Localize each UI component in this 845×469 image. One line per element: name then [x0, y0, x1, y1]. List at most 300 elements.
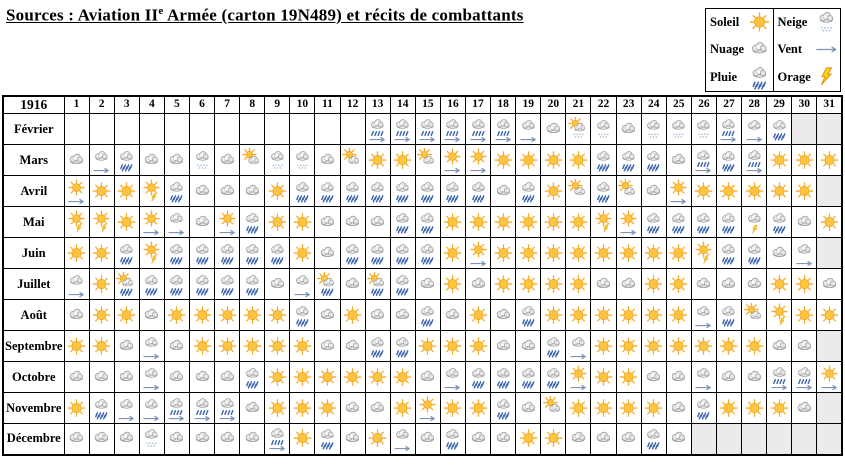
cloud-icon — [643, 365, 664, 390]
sun-icon — [593, 365, 614, 390]
weather-cell — [641, 424, 666, 455]
sun-icon — [91, 179, 112, 204]
sun-icon — [317, 396, 338, 421]
sun-icon — [668, 334, 689, 359]
sun-icon — [668, 241, 689, 266]
weather-cell — [164, 424, 189, 455]
weather-cell — [415, 331, 440, 362]
rain-icon — [217, 272, 238, 297]
weather-cell — [591, 393, 616, 424]
weather-cell — [666, 269, 691, 300]
sun-icon — [66, 396, 87, 421]
month-row — [3, 207, 842, 238]
weather-cell — [139, 424, 164, 455]
weather-cell — [691, 424, 716, 455]
weather-cell — [89, 424, 114, 455]
day-header: 22 — [591, 96, 616, 114]
cloud-wind-icon — [292, 272, 313, 297]
weather-cell — [139, 207, 164, 238]
weather-cell — [641, 362, 666, 393]
rain-icon — [166, 272, 187, 297]
sun-icon — [518, 210, 539, 235]
sun-icon — [116, 303, 137, 328]
day-header: 27 — [716, 96, 741, 114]
weather-cell — [265, 424, 290, 455]
weather-cell — [265, 238, 290, 269]
weather-cell — [189, 238, 214, 269]
cloud-icon — [493, 179, 514, 204]
cloud-icon — [417, 426, 438, 451]
cloud-icon — [242, 426, 263, 451]
rain-icon — [417, 241, 438, 266]
month-label: Août — [3, 300, 64, 331]
weather-cell — [415, 300, 440, 331]
weather-cell — [240, 362, 265, 393]
cloud-icon — [141, 148, 162, 173]
cloud-icon — [593, 272, 614, 297]
sun-cloud-icon — [618, 179, 639, 204]
weather-cell — [491, 145, 516, 176]
sun-icon — [593, 303, 614, 328]
sun-icon — [543, 210, 564, 235]
weather-cell — [591, 300, 616, 331]
rain-icon — [116, 241, 137, 266]
weather-cell — [541, 362, 566, 393]
cloud-icon — [693, 272, 714, 297]
legend-label: Nuage — [710, 42, 745, 57]
cloud-icon — [744, 272, 765, 297]
legend-label: Pluie — [710, 69, 738, 84]
weather-cell — [792, 393, 817, 424]
cloud-wind-icon — [392, 426, 413, 451]
cloud-wind-icon — [141, 334, 162, 359]
weather-cell — [89, 114, 114, 145]
weather-cell — [516, 176, 541, 207]
page-title — [6, 5, 524, 26]
rain-icon — [468, 179, 489, 204]
cloud-icon — [217, 365, 238, 390]
weather-cell — [616, 331, 641, 362]
weather-cell — [516, 114, 541, 145]
cloud-icon — [468, 272, 489, 297]
weather-cell — [491, 176, 516, 207]
weather-cell — [114, 424, 139, 455]
sun-icon — [543, 148, 564, 173]
weather-cell — [491, 331, 516, 362]
rain-icon — [718, 303, 739, 328]
weather-cell — [466, 269, 491, 300]
legend-label: Orage — [777, 69, 811, 84]
day-header: 11 — [315, 96, 340, 114]
cloud-storm-icon — [744, 210, 765, 235]
weather-cell — [440, 207, 465, 238]
weather-cell — [792, 114, 817, 145]
weather-cell — [466, 424, 491, 455]
cloud-icon — [217, 179, 238, 204]
sun-icon — [91, 303, 112, 328]
weather-cell — [466, 176, 491, 207]
sun-rain-icon — [317, 272, 338, 297]
rain-wind-icon — [718, 117, 739, 142]
sun-wind-icon — [141, 210, 162, 235]
sun-storm-icon — [593, 210, 614, 235]
rain-icon — [643, 210, 664, 235]
rain-icon — [643, 426, 664, 451]
weather-cell — [691, 207, 716, 238]
weather-cell — [114, 207, 139, 238]
sun-icon — [668, 303, 689, 328]
rain-wind-icon — [769, 365, 790, 390]
weather-cell — [189, 207, 214, 238]
cloud-icon — [242, 396, 263, 421]
weather-cell — [189, 176, 214, 207]
weather-cell — [691, 269, 716, 300]
rain-icon — [618, 148, 639, 173]
sun-icon — [618, 303, 639, 328]
sun-icon — [367, 148, 388, 173]
weather-cell — [64, 114, 89, 145]
weather-cell — [415, 362, 440, 393]
weather-cell — [64, 207, 89, 238]
legend — [705, 8, 841, 92]
weather-cell — [164, 114, 189, 145]
cloud-icon — [493, 334, 514, 359]
weather-cell — [767, 362, 792, 393]
sun-icon — [568, 396, 589, 421]
sun-icon — [668, 272, 689, 297]
weather-cell — [64, 362, 89, 393]
weather-cell — [566, 269, 591, 300]
rain-wind-icon — [693, 148, 714, 173]
weather-cell — [440, 145, 465, 176]
weather-cell — [290, 362, 315, 393]
rain-icon — [392, 179, 413, 204]
weather-cell — [240, 238, 265, 269]
sun-icon — [217, 334, 238, 359]
weather-cell — [340, 176, 365, 207]
month-label: Septembre — [3, 331, 64, 362]
cloud-wind-icon — [166, 210, 187, 235]
weather-cell — [265, 145, 290, 176]
snow-icon — [267, 148, 288, 173]
weather-cell — [516, 424, 541, 455]
weather-cell — [691, 331, 716, 362]
weather-cell — [265, 114, 290, 145]
day-header: 9 — [265, 96, 290, 114]
month-label: Juillet — [3, 269, 64, 300]
rain-icon — [417, 179, 438, 204]
weather-cell — [290, 145, 315, 176]
sun-icon — [618, 365, 639, 390]
cloud-icon — [668, 426, 689, 451]
cloud-icon — [166, 334, 187, 359]
weather-cell — [641, 331, 666, 362]
weather-cell — [215, 269, 240, 300]
weather-cell — [616, 393, 641, 424]
rain-icon — [543, 334, 564, 359]
weather-cell — [340, 424, 365, 455]
weather-cell — [616, 145, 641, 176]
weather-cell — [616, 207, 641, 238]
cloud-wind-icon — [442, 365, 463, 390]
weather-cell — [89, 331, 114, 362]
weather-cell — [265, 362, 290, 393]
weather-cell — [767, 145, 792, 176]
weather-cell — [290, 300, 315, 331]
rain-icon — [392, 241, 413, 266]
rain-icon — [748, 64, 771, 91]
sun-icon — [267, 365, 288, 390]
weather-cell — [792, 207, 817, 238]
cloud-icon — [794, 210, 815, 235]
cloud-icon — [417, 272, 438, 297]
cloud-wind-icon — [141, 365, 162, 390]
weather-cell — [691, 393, 716, 424]
weather-cell — [666, 331, 691, 362]
sun-icon — [242, 303, 263, 328]
rain-icon — [543, 365, 564, 390]
weather-cell — [516, 238, 541, 269]
sun-icon — [543, 303, 564, 328]
cloud-wind-icon — [66, 272, 87, 297]
month-row — [3, 176, 842, 207]
sun-icon — [543, 426, 564, 451]
sun-icon — [568, 241, 589, 266]
sun-storm-icon — [769, 303, 790, 328]
month-row — [3, 145, 842, 176]
weather-cell — [164, 331, 189, 362]
rain-icon — [392, 210, 413, 235]
weather-cell — [666, 145, 691, 176]
weather-cell — [290, 207, 315, 238]
weather-cell — [290, 424, 315, 455]
rain-icon — [116, 148, 137, 173]
cloud-icon — [66, 303, 87, 328]
cloud-icon — [342, 210, 363, 235]
weather-cell — [817, 300, 842, 331]
weather-cell — [767, 176, 792, 207]
sun-icon — [267, 210, 288, 235]
month-label: Mars — [3, 145, 64, 176]
sun-cloud-icon — [242, 148, 263, 173]
weather-cell — [240, 145, 265, 176]
sun-icon — [493, 241, 514, 266]
weather-cell — [516, 393, 541, 424]
cloud-icon — [317, 210, 338, 235]
legend-item-sun — [706, 9, 773, 36]
weather-cell — [566, 331, 591, 362]
rain-icon — [192, 272, 213, 297]
cloud-icon — [794, 396, 815, 421]
cloud-icon — [618, 117, 639, 142]
cloud-icon — [66, 148, 87, 173]
cloud-icon — [769, 334, 790, 359]
day-header: 28 — [742, 96, 767, 114]
sun-icon — [819, 303, 840, 328]
rain-icon — [367, 179, 388, 204]
weather-cell — [792, 269, 817, 300]
sun-cloud-icon — [543, 396, 564, 421]
weather-cell — [566, 207, 591, 238]
weather-cell — [189, 300, 214, 331]
weather-cell — [340, 393, 365, 424]
cloud-icon — [718, 272, 739, 297]
weather-cell — [792, 300, 817, 331]
sun-icon — [66, 334, 87, 359]
weather-cell — [691, 114, 716, 145]
sun-icon — [292, 334, 313, 359]
sun-icon — [116, 210, 137, 235]
sun-storm-icon — [141, 241, 162, 266]
weather-cell — [390, 176, 415, 207]
weather-cell — [591, 176, 616, 207]
weather-cell — [64, 176, 89, 207]
weather-cell — [64, 269, 89, 300]
sun-icon — [442, 241, 463, 266]
weather-cell — [240, 269, 265, 300]
sun-icon — [769, 148, 790, 173]
cloud-icon — [141, 303, 162, 328]
weather-cell — [189, 145, 214, 176]
weather-cell — [139, 238, 164, 269]
weather-cell — [365, 145, 390, 176]
month-row — [3, 300, 842, 331]
cloud-icon — [367, 396, 388, 421]
sun-icon — [442, 396, 463, 421]
weather-cell — [340, 331, 365, 362]
weather-cell — [566, 393, 591, 424]
year-label: 1916 — [3, 96, 64, 114]
cloud-icon — [267, 272, 288, 297]
sun-wind-icon — [819, 365, 840, 390]
sun-wind-icon — [442, 148, 463, 173]
weather-cell — [390, 207, 415, 238]
rain-wind-icon — [392, 117, 413, 142]
weather-cell — [315, 114, 340, 145]
weather-cell — [817, 424, 842, 455]
weather-cell — [164, 207, 189, 238]
weather-cell — [716, 393, 741, 424]
sun-cloud-icon — [744, 303, 765, 328]
weather-cell — [215, 145, 240, 176]
weather-cell — [139, 114, 164, 145]
sun-icon — [769, 272, 790, 297]
weather-cell — [716, 176, 741, 207]
sun-icon — [116, 179, 137, 204]
weather-cell — [466, 114, 491, 145]
sun-icon — [718, 179, 739, 204]
weather-cell — [164, 176, 189, 207]
weather-cell — [189, 114, 214, 145]
sun-storm-icon — [66, 210, 87, 235]
weather-cell — [114, 114, 139, 145]
rain-icon — [417, 210, 438, 235]
sun-icon — [468, 303, 489, 328]
weather-cell — [767, 331, 792, 362]
cloud-icon — [718, 365, 739, 390]
weather-cell — [114, 176, 139, 207]
weather-cell — [742, 176, 767, 207]
weather-cell — [315, 176, 340, 207]
sun-icon — [643, 241, 664, 266]
weather-cell — [290, 331, 315, 362]
snow-icon — [815, 9, 838, 36]
sun-icon — [367, 426, 388, 451]
cloud-icon — [668, 148, 689, 173]
weather-cell — [139, 145, 164, 176]
day-header: 18 — [491, 96, 516, 114]
rain-icon — [442, 426, 463, 451]
month-label: Novembre — [3, 393, 64, 424]
cloud-icon — [367, 303, 388, 328]
weather-cell — [817, 114, 842, 145]
weather-cell — [666, 114, 691, 145]
weather-cell — [240, 300, 265, 331]
weather-cell — [616, 238, 641, 269]
rain-icon — [769, 117, 790, 142]
weather-cell — [516, 207, 541, 238]
cloud-icon — [748, 36, 771, 63]
cloud-wind-icon — [141, 396, 162, 421]
snow-icon — [643, 117, 664, 142]
rain-icon — [317, 179, 338, 204]
weather-cell — [616, 176, 641, 207]
month-label: Avril — [3, 176, 64, 207]
weather-cell — [415, 238, 440, 269]
sun-icon — [794, 179, 815, 204]
rain-wind-icon — [794, 365, 815, 390]
weather-cell — [792, 331, 817, 362]
rain-icon — [493, 365, 514, 390]
rain-icon — [367, 241, 388, 266]
weather-cell — [541, 269, 566, 300]
weather-cell — [89, 176, 114, 207]
legend-label: Vent — [777, 42, 803, 57]
weather-cell — [641, 238, 666, 269]
sun-icon — [794, 303, 815, 328]
weather-cell — [340, 207, 365, 238]
cloud-wind-icon — [693, 303, 714, 328]
weather-cell — [265, 300, 290, 331]
sun-icon — [518, 241, 539, 266]
sun-icon — [794, 148, 815, 173]
cloud-wind-icon — [794, 241, 815, 266]
weather-cell — [541, 238, 566, 269]
day-header: 15 — [415, 96, 440, 114]
rain-icon — [518, 179, 539, 204]
weather-cell — [742, 145, 767, 176]
weather-cell — [89, 145, 114, 176]
weather-cell — [64, 424, 89, 455]
sun-storm-icon — [141, 179, 162, 204]
weather-cell — [164, 393, 189, 424]
sun-icon — [493, 210, 514, 235]
sun-icon — [242, 334, 263, 359]
weather-cell — [89, 238, 114, 269]
cloud-icon — [317, 241, 338, 266]
sun-icon — [442, 272, 463, 297]
rain-icon — [392, 334, 413, 359]
sun-icon — [618, 241, 639, 266]
cloud-icon — [618, 272, 639, 297]
weather-cell — [290, 114, 315, 145]
weather-cell — [315, 362, 340, 393]
cloud-icon — [342, 426, 363, 451]
weather-cell — [440, 238, 465, 269]
weather-cell — [566, 176, 591, 207]
weather-cell — [64, 331, 89, 362]
weather-cell — [691, 176, 716, 207]
